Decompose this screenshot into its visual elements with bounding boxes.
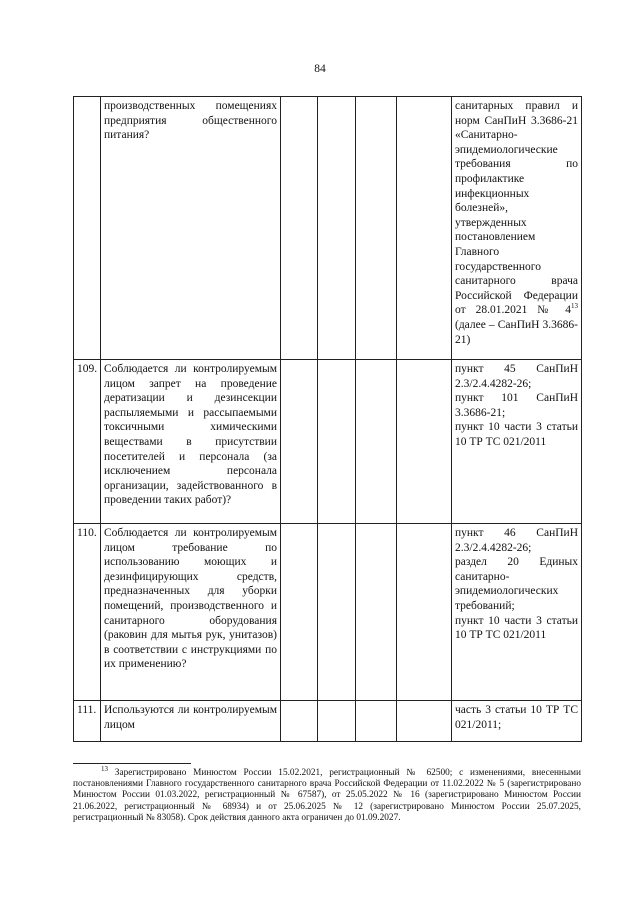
question-cell: Соблюдается ли контролируемым лицом запрет на проведение дератизации и дезинсекции распыляемыми и рассыпаемыми токсичными химическими веществами в присутствии посетителей и персонала (за исключением персонала организации, задействованного в проведении таких работ)? (101, 360, 281, 524)
row-number: 111. (74, 701, 101, 742)
footnote-mark: 13 (571, 302, 578, 311)
answer-no-cell (318, 360, 356, 524)
answer-na-cell (356, 97, 397, 360)
row-number (74, 97, 101, 360)
reference-line: пункт 10 части 3 статьи 10 ТР ТС 021/2011 (455, 614, 578, 642)
requirements-table (73, 96, 582, 742)
note-cell (397, 97, 452, 360)
footnote-mark: 13 (101, 764, 108, 773)
reference-line: пункт 101 СанПиН 3.3686-21; (455, 392, 578, 419)
note-cell (397, 360, 452, 524)
answer-na-cell (356, 524, 397, 701)
note-cell (397, 701, 452, 742)
reference-cell (452, 97, 582, 360)
question-cell: Используются ли контролируемым лицом (101, 701, 281, 742)
note-cell (397, 524, 452, 701)
reference-line: пункт 46 СанПиН 2.3/2.4.4282-26; (455, 527, 578, 554)
row-number: 109. (74, 360, 101, 524)
reference-line: пункт 10 части 3 статьи 10 ТР ТС 021/2011 (455, 421, 578, 448)
answer-no-cell (318, 524, 356, 701)
footnote-separator (73, 763, 191, 764)
reference-tail: (далее – СанПиН 3.3686-21) (455, 318, 578, 346)
reference-cell (452, 524, 582, 701)
answer-yes-cell (281, 360, 318, 524)
answer-no-cell (318, 97, 356, 360)
answer-yes-cell (281, 701, 318, 742)
table-row (74, 360, 582, 524)
question-cell: производственных помещениях предприятия общественного питания? (101, 97, 281, 360)
table-row (74, 97, 582, 360)
row-number: 110. (74, 524, 101, 701)
answer-na-cell (356, 701, 397, 742)
answer-no-cell (318, 701, 356, 742)
table-row (74, 524, 582, 701)
reference-cell (452, 701, 582, 742)
question-cell: Соблюдается ли контролируемым лицом требование по использованию моющих и дезинфицирующих средств, предназначенных для уборки помещений, производственного и санитарного оборудования (раковин для мытья рук, унитазов) в соответствии с инструкциями по их применению? (101, 524, 281, 701)
reference-text: санитарных правил и норм СанПиН 3.3686-21 «Санитарно-эпидемиологические требования по профилактике инфекционных болезней», утвержденных постановлением Главного государственного санитарного врача Российской Федерации от 28.01.2021 № 4 (455, 100, 578, 317)
answer-yes-cell (281, 524, 318, 701)
page-number: 84 (314, 63, 326, 75)
table-row (74, 701, 582, 742)
footnote-text: Зарегистрировано Минюстом России 15.02.2021, регистрационный № 62500; с изменениями, внесенными постановлениями Главного государственного санитарного врача Российской Федерации от 11.02.2022 № 5 (зарегистрировано Минюстом России 01.03.2022, регистрационный № 67587), от 25.05.2022 № 16 (зарегистрировано Минюстом России 21.06.2022, регистрационный № 68934) и от 25.06.2025 № 12 (зарегистрировано Минюстом России 25.07.2025, регистрационный № 83058). Срок действия данного акта ограничен до 01.09.2027. (73, 768, 581, 823)
answer-na-cell (356, 360, 397, 524)
footnote (73, 764, 581, 824)
reference-cell (452, 360, 582, 524)
reference-line: часть 3 статьи 10 ТР ТС 021/2011; (455, 704, 578, 731)
answer-yes-cell (281, 97, 318, 360)
reference-line: раздел 20 Единых санитарно-эпидемиологических требований; (455, 556, 578, 612)
reference-line: пункт 45 СанПиН 2.3/2.4.4282-26; (455, 363, 578, 390)
